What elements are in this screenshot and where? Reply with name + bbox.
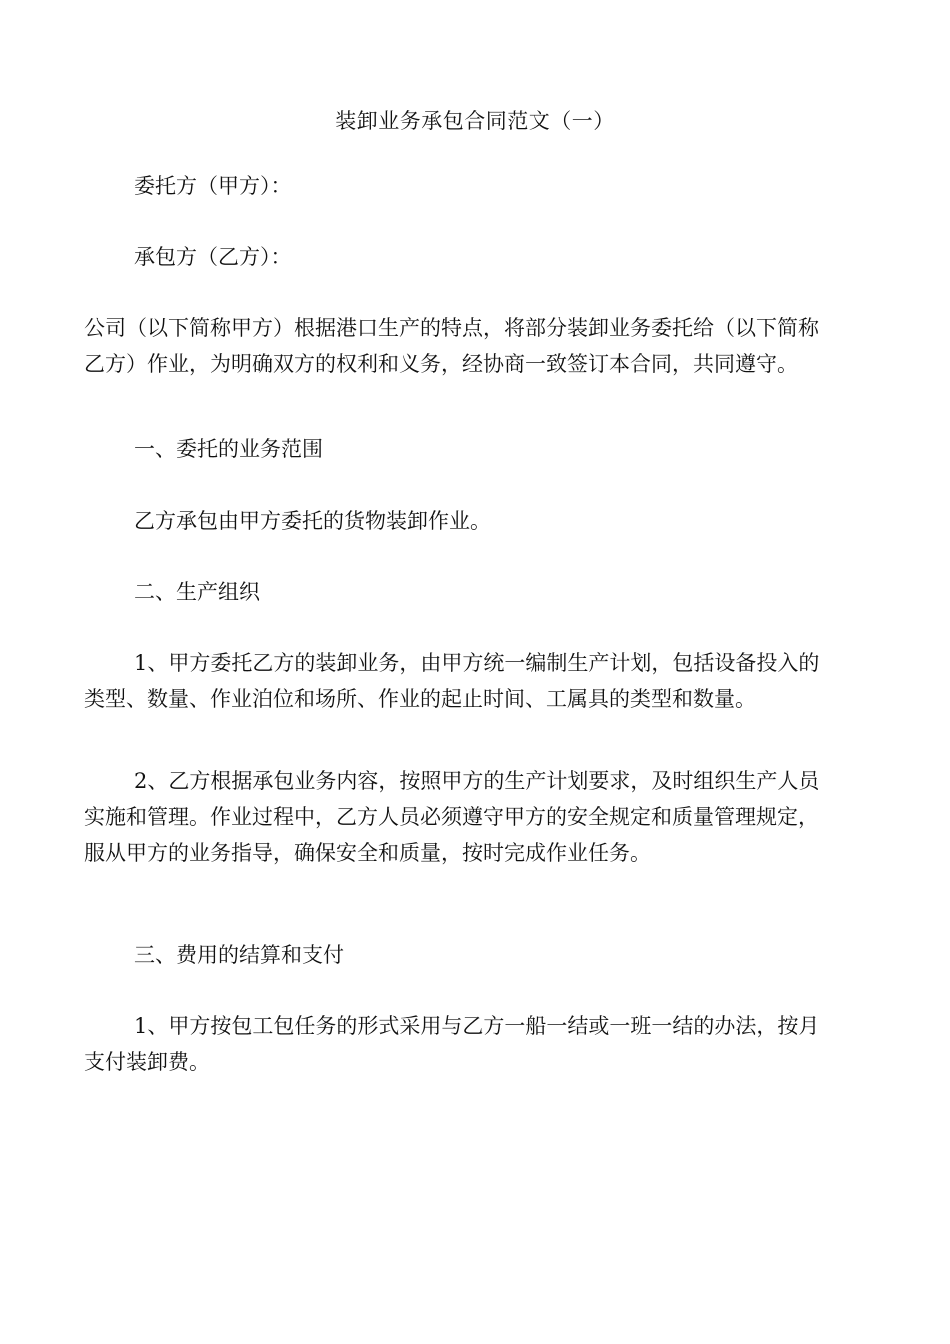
intro-paragraph <box>84 310 874 382</box>
section-2-item-2-line-2: 实施和管理。作业过程中，乙方人员必须遵守甲方的安全规定和质量管理规定， <box>84 805 819 829</box>
document-title: 装卸业务承包合同范文（一） <box>335 109 615 133</box>
section-2-item-2 <box>84 763 874 871</box>
party-a-line: 委托方（甲方）： <box>134 174 292 198</box>
intro-line-1: 公司（以下简称甲方）根据港口生产的特点，将部分装卸业务委托给（以下简称 <box>84 316 819 340</box>
intro-line-2: 乙方）作业，为明确双方的权利和义务，经协商一致签订本合同，共同遵守。 <box>84 352 798 376</box>
section-3-heading: 三、费用的结算和支付 <box>134 943 344 967</box>
section-1-heading: 一、委托的业务范围 <box>134 437 323 461</box>
section-2-item-1-line-1: 1、甲方委托乙方的装卸业务，由甲方统一编制生产计划，包括设备投入的 <box>134 651 820 675</box>
section-3-item-1-line-2: 支付装卸费。 <box>84 1050 210 1074</box>
section-2-item-1 <box>84 645 874 717</box>
section-3-item-1-line-1: 1、甲方按包工包任务的形式采用与乙方一船一结或一班一结的办法，按月 <box>134 1014 820 1038</box>
party-b-line: 承包方（乙方）： <box>134 245 292 269</box>
section-2-item-2-line-1: 2、乙方根据承包业务内容，按照甲方的生产计划要求，及时组织生产人员 <box>134 769 820 793</box>
section-2-item-1-line-2: 类型、数量、作业泊位和场所、作业的起止时间、工属具的类型和数量。 <box>84 687 756 711</box>
section-1-body: 乙方承包由甲方委托的货物装卸作业。 <box>134 509 491 533</box>
section-3-item-1 <box>84 1008 874 1080</box>
section-2-heading: 二、生产组织 <box>134 580 260 604</box>
section-2-item-2-line-3: 服从甲方的业务指导，确保安全和质量，按时完成作业任务。 <box>84 841 651 865</box>
